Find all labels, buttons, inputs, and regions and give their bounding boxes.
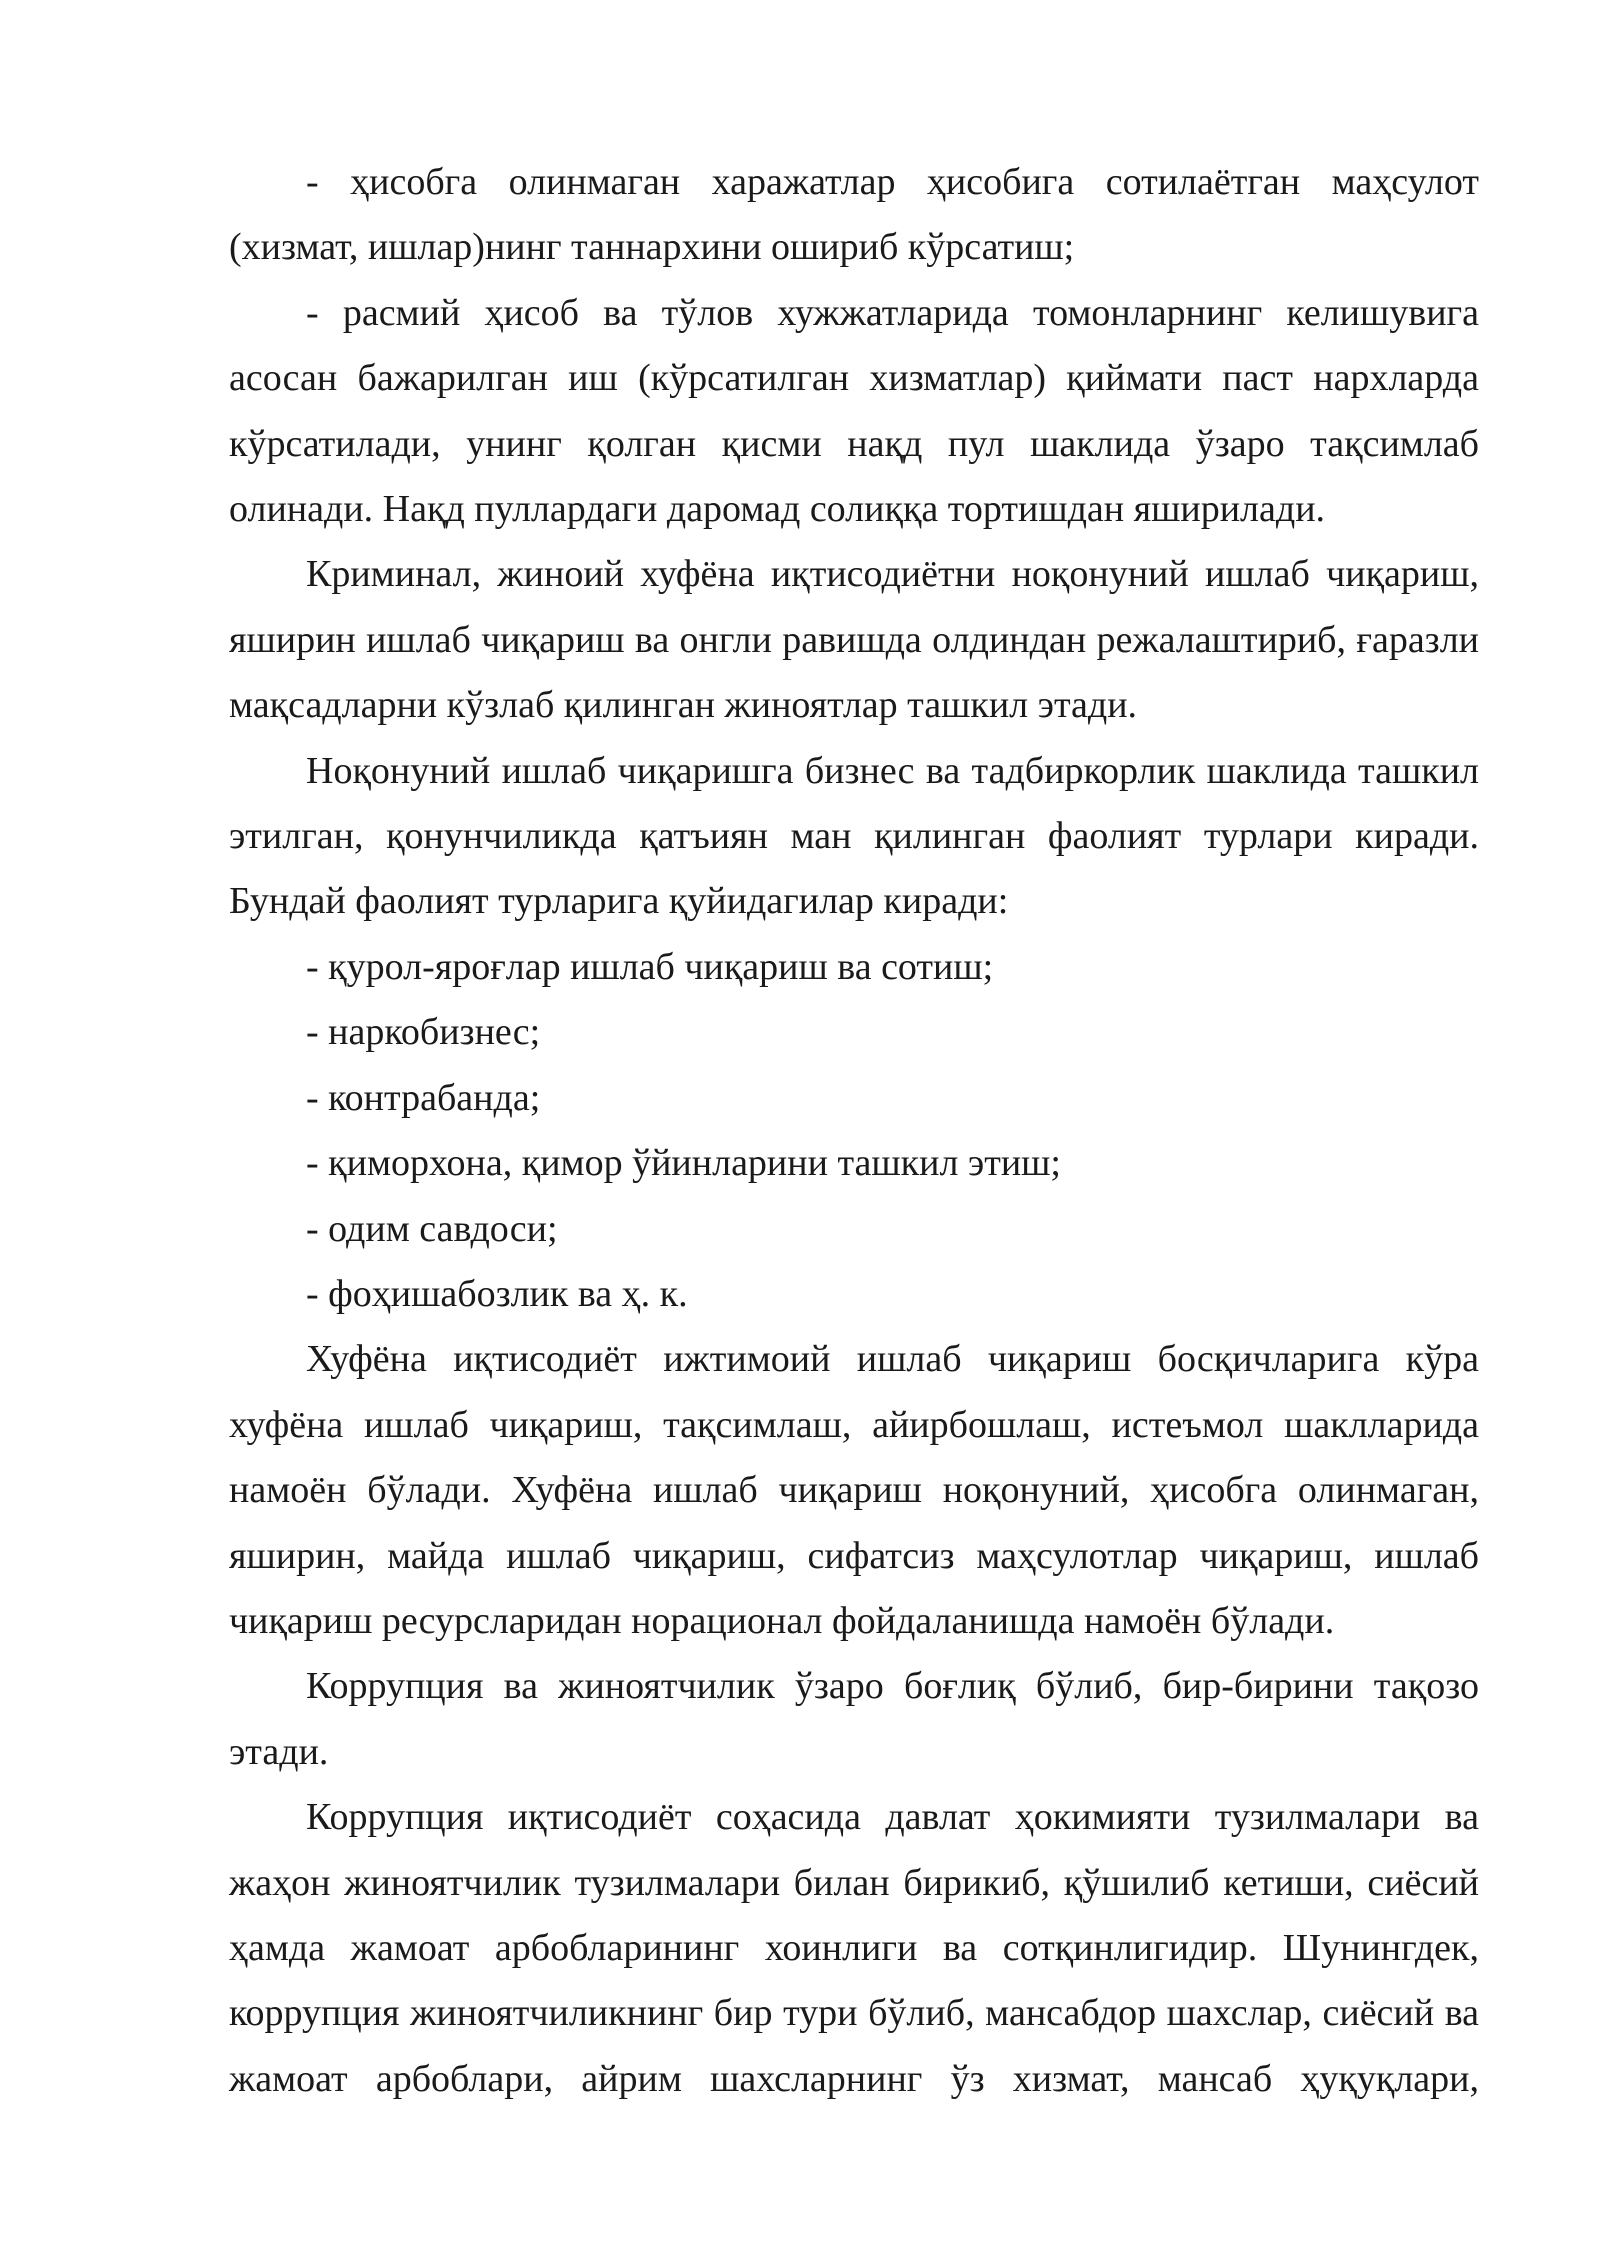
paragraph-shadow-economy-stages: Хуфёна иқтисодиёт ижтимоий ишлаб чиқариш босқичларига кўра хуфёна ишлаб чиқариш, тақсимлаш, айирбошлаш, истеъмол шаклларида намоён бўлади. Хуфёна ишлаб чиқариш ноқонуний, ҳисобга олинмаган, яширин, майда ишлаб чиқариш, сифатсиз маҳсулотлар чиқариш, ишлаб чиқариш ресурсларидан норационал фойдаланишда намоён бўлади.: [229, 1338, 1479, 1642]
document-body: [229, 150, 1479, 2112]
list-item: - одим савдоси;: [306, 1207, 558, 1250]
paragraph-illegal-production: Ноқонуний ишлаб чиқаришга бизнес ва тадбиркорлик шаклида ташкил этилган, қонунчиликда қатъиян ман қилинган фаолият турлари киради. Бундай фаолият турларига қуйидагилар киради:: [229, 749, 1479, 923]
list-item: - қиморхона, қимор ўйинларини ташкил этиш;: [306, 1142, 1061, 1185]
paragraph-list-dash-1: - ҳисобга олинмаган харажатлар ҳисобига сотилаётган маҳсулот (хизмат, ишлар)нинг таннархини ошириб кўрсатиш;: [229, 161, 1479, 269]
paragraph-corruption-definition: Коррупция иқтисодиёт соҳасида давлат ҳокимияти тузилмалари ва жаҳон жиноятчилик тузилмалари билан бирикиб, қўшилиб кетиши, сиёсий ҳамда жамоат арбобларининг хоинлиги ва сотқинлигидир. Шунингдек, коррупция жиноятчиликнинг бир тури бўлиб, мансабдор шахслар, сиёсий ва жамоат арбоблари, айрим шахсларнинг ўз хизмат, мансаб ҳуқуқлари,: [229, 1796, 1479, 2100]
list-item: - наркобизнес;: [306, 1011, 541, 1054]
paragraph-list-dash-2: - расмий ҳисоб ва тўлов хужжатларида томонларнинг келишувига асосан бажарилган иш (кўрсатилган хизматлар) қиймати паст нархларда кўрсатилади, унинг қолган қисми нақд пул шаклида ўзаро тақсимлаб олинади. Нақд пуллардаги даромад солиққа тортишдан яширилади.: [229, 291, 1479, 531]
paragraph-criminal-economy: Криминал, жиноий хуфёна иқтисодиётни ноқонуний ишлаб чиқариш, яширин ишлаб чиқариш ва онгли равишда олдиндан режалаштириб, ғаразли мақсадларни кўзлаб қилинган жиноятлар ташкил этади.: [229, 553, 1479, 727]
list-item: - фоҳишабозлик ва ҳ. к.: [306, 1272, 688, 1315]
paragraph-corruption-crime-link: Коррупция ва жиноятчилик ўзаро боғлиқ бўлиб, бир-бирини тақозо этади.: [229, 1665, 1479, 1773]
list-item: - қурол-яроғлар ишлаб чиқариш ва сотиш;: [306, 945, 994, 988]
list-item: - контрабанда;: [306, 1076, 541, 1119]
